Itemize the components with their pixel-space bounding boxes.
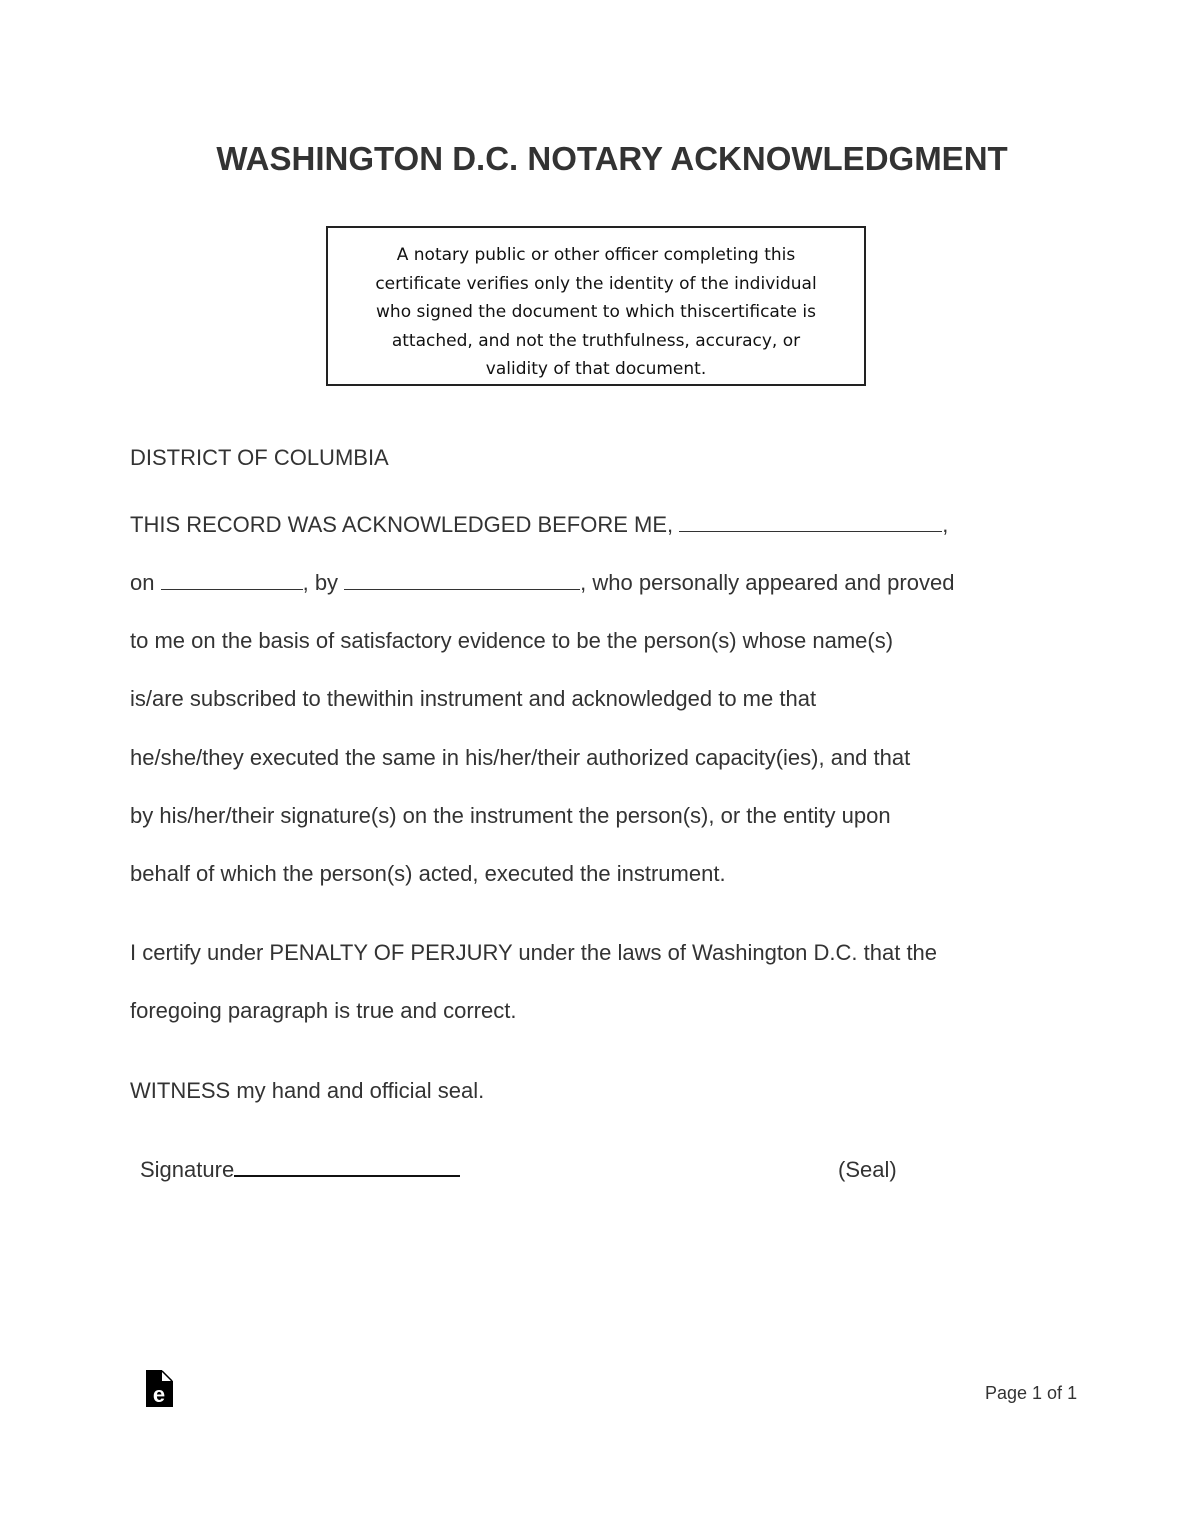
- date-blank[interactable]: [161, 571, 303, 590]
- body-line: by his/her/their signature(s) on the instrument the person(s), or the entity upon: [130, 803, 891, 828]
- disclaimer-line: attached, and not the truthfulness, accuracy, or: [391, 330, 801, 351]
- document-title: WASHINGTON D.C. NOTARY ACKNOWLEDGMENT: [216, 140, 1008, 177]
- record-line-suffix: ,: [942, 512, 949, 537]
- notary-name-blank[interactable]: [679, 513, 942, 532]
- disclaimer-line: A notary public or other officer completing this: [396, 245, 796, 265]
- signature-label: Signature: [140, 1157, 235, 1182]
- signature-blank[interactable]: [234, 1157, 460, 1177]
- body-line: is/are subscribed to thewithin instrument and acknowledged to me that: [130, 686, 817, 711]
- by-label: , by: [302, 570, 345, 595]
- disclaimer-line: validity of that document.: [485, 359, 707, 379]
- body-line: to me on the basis of satisfactory evidence to be the person(s) whose name(s): [130, 628, 894, 653]
- record-line: [130, 512, 948, 538]
- perjury-line: foregoing paragraph is true and correct.: [130, 998, 517, 1023]
- seal-label: (Seal): [838, 1157, 897, 1182]
- record-line-prefix: THIS RECORD WAS ACKNOWLEDGED BEFORE ME,: [130, 512, 680, 537]
- page-number: Page 1 of 1: [985, 1383, 1078, 1403]
- disclaimer-line: certificate verifies only the identity of the individual: [375, 273, 817, 294]
- disclaimer-line: who signed the document to which thiscertificate is: [376, 302, 816, 322]
- disclaimer-box: [326, 226, 866, 386]
- witness-line: WITNESS my hand and official seal.: [130, 1078, 485, 1103]
- date-signer-line: [130, 570, 954, 596]
- signer-name-blank[interactable]: [344, 571, 580, 590]
- signature-line: [140, 1157, 460, 1183]
- perjury-line: I certify under PENALTY OF PERJURY under the laws of Washington D.C. that the: [130, 940, 938, 965]
- jurisdiction: DISTRICT OF COLUMBIA: [130, 445, 389, 470]
- body-line: behalf of which the person(s) acted, executed the instrument.: [130, 861, 726, 886]
- eforms-logo-icon: [146, 1370, 173, 1407]
- svg-text:e: e: [152, 1382, 166, 1407]
- appeared-text: , who personally appeared and proved: [580, 570, 955, 595]
- body-line: he/she/they executed the same in his/her/their authorized capacity(ies), and that: [130, 745, 911, 770]
- on-label: on: [130, 570, 161, 595]
